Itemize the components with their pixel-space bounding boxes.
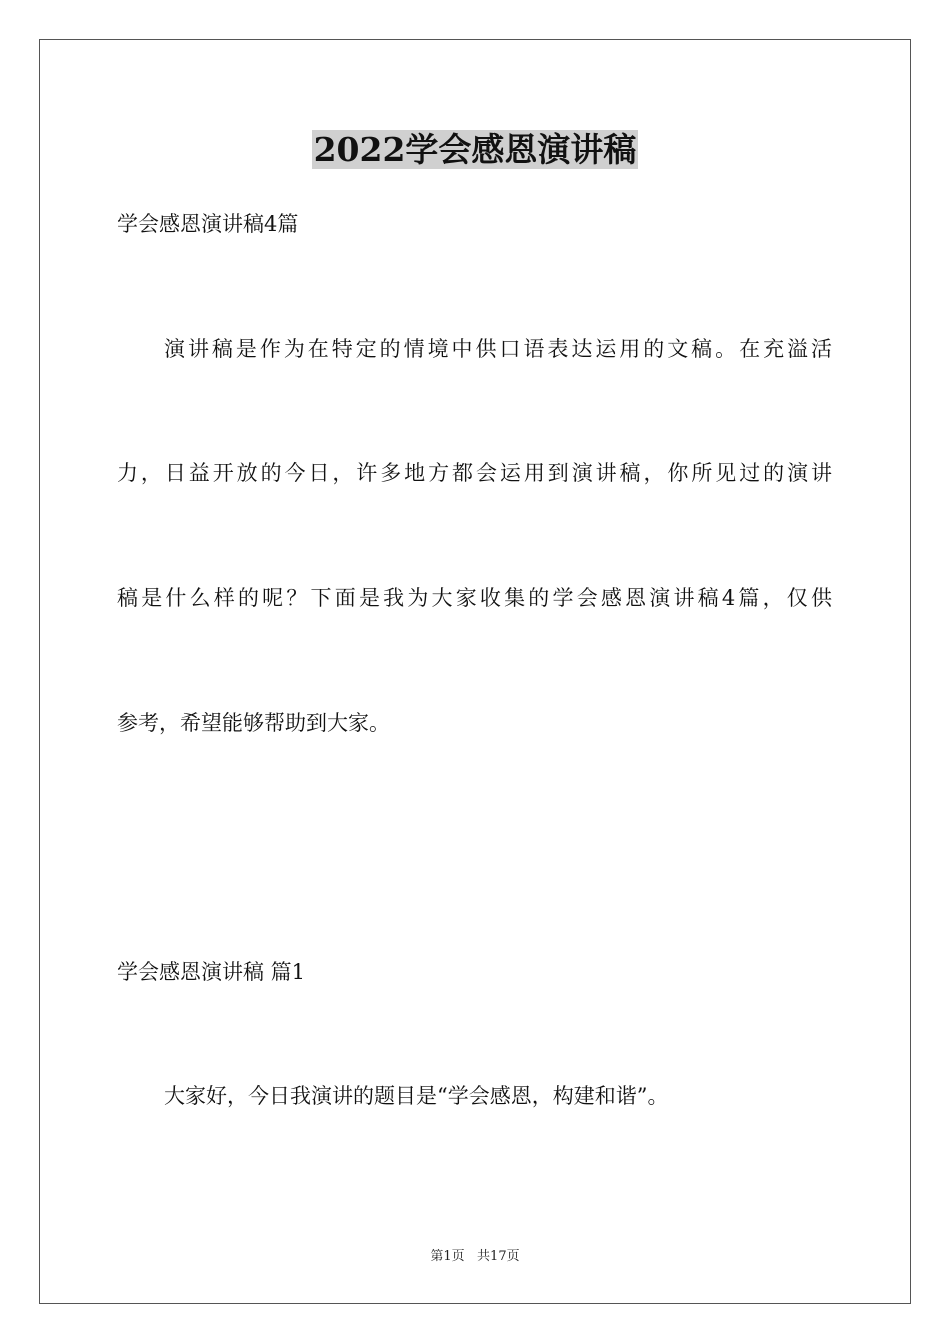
intro-paragraph-line-4: 参考，希望能够帮助到大家。 xyxy=(117,711,390,735)
page-number-label: 第1页 共17页 xyxy=(430,1249,520,1264)
page-footer xyxy=(0,1248,950,1266)
intro-paragraph-line-2: 力，日益开放的今日，许多地方都会运用到演讲稿，你所见过的演讲 xyxy=(117,461,832,485)
intro-paragraph-line-1: 演讲稿是作为在特定的情境中供口语表达运用的文稿。在充溢活 xyxy=(164,337,832,361)
section-paragraph-line-1: 大家好，今日我演讲的题目是“学会感恩，构建和谐”。 xyxy=(164,1084,669,1108)
intro-paragraph-line-3: 稿是什么样的呢？下面是我为大家收集的学会感恩演讲稿4篇，仅供 xyxy=(117,586,832,610)
document-subtitle: 学会感恩演讲稿4篇 xyxy=(117,212,299,236)
document-title-text: 2022学会感恩演讲稿 xyxy=(313,130,637,169)
section-heading: 学会感恩演讲稿 篇1 xyxy=(117,960,306,984)
document-title xyxy=(0,128,950,172)
